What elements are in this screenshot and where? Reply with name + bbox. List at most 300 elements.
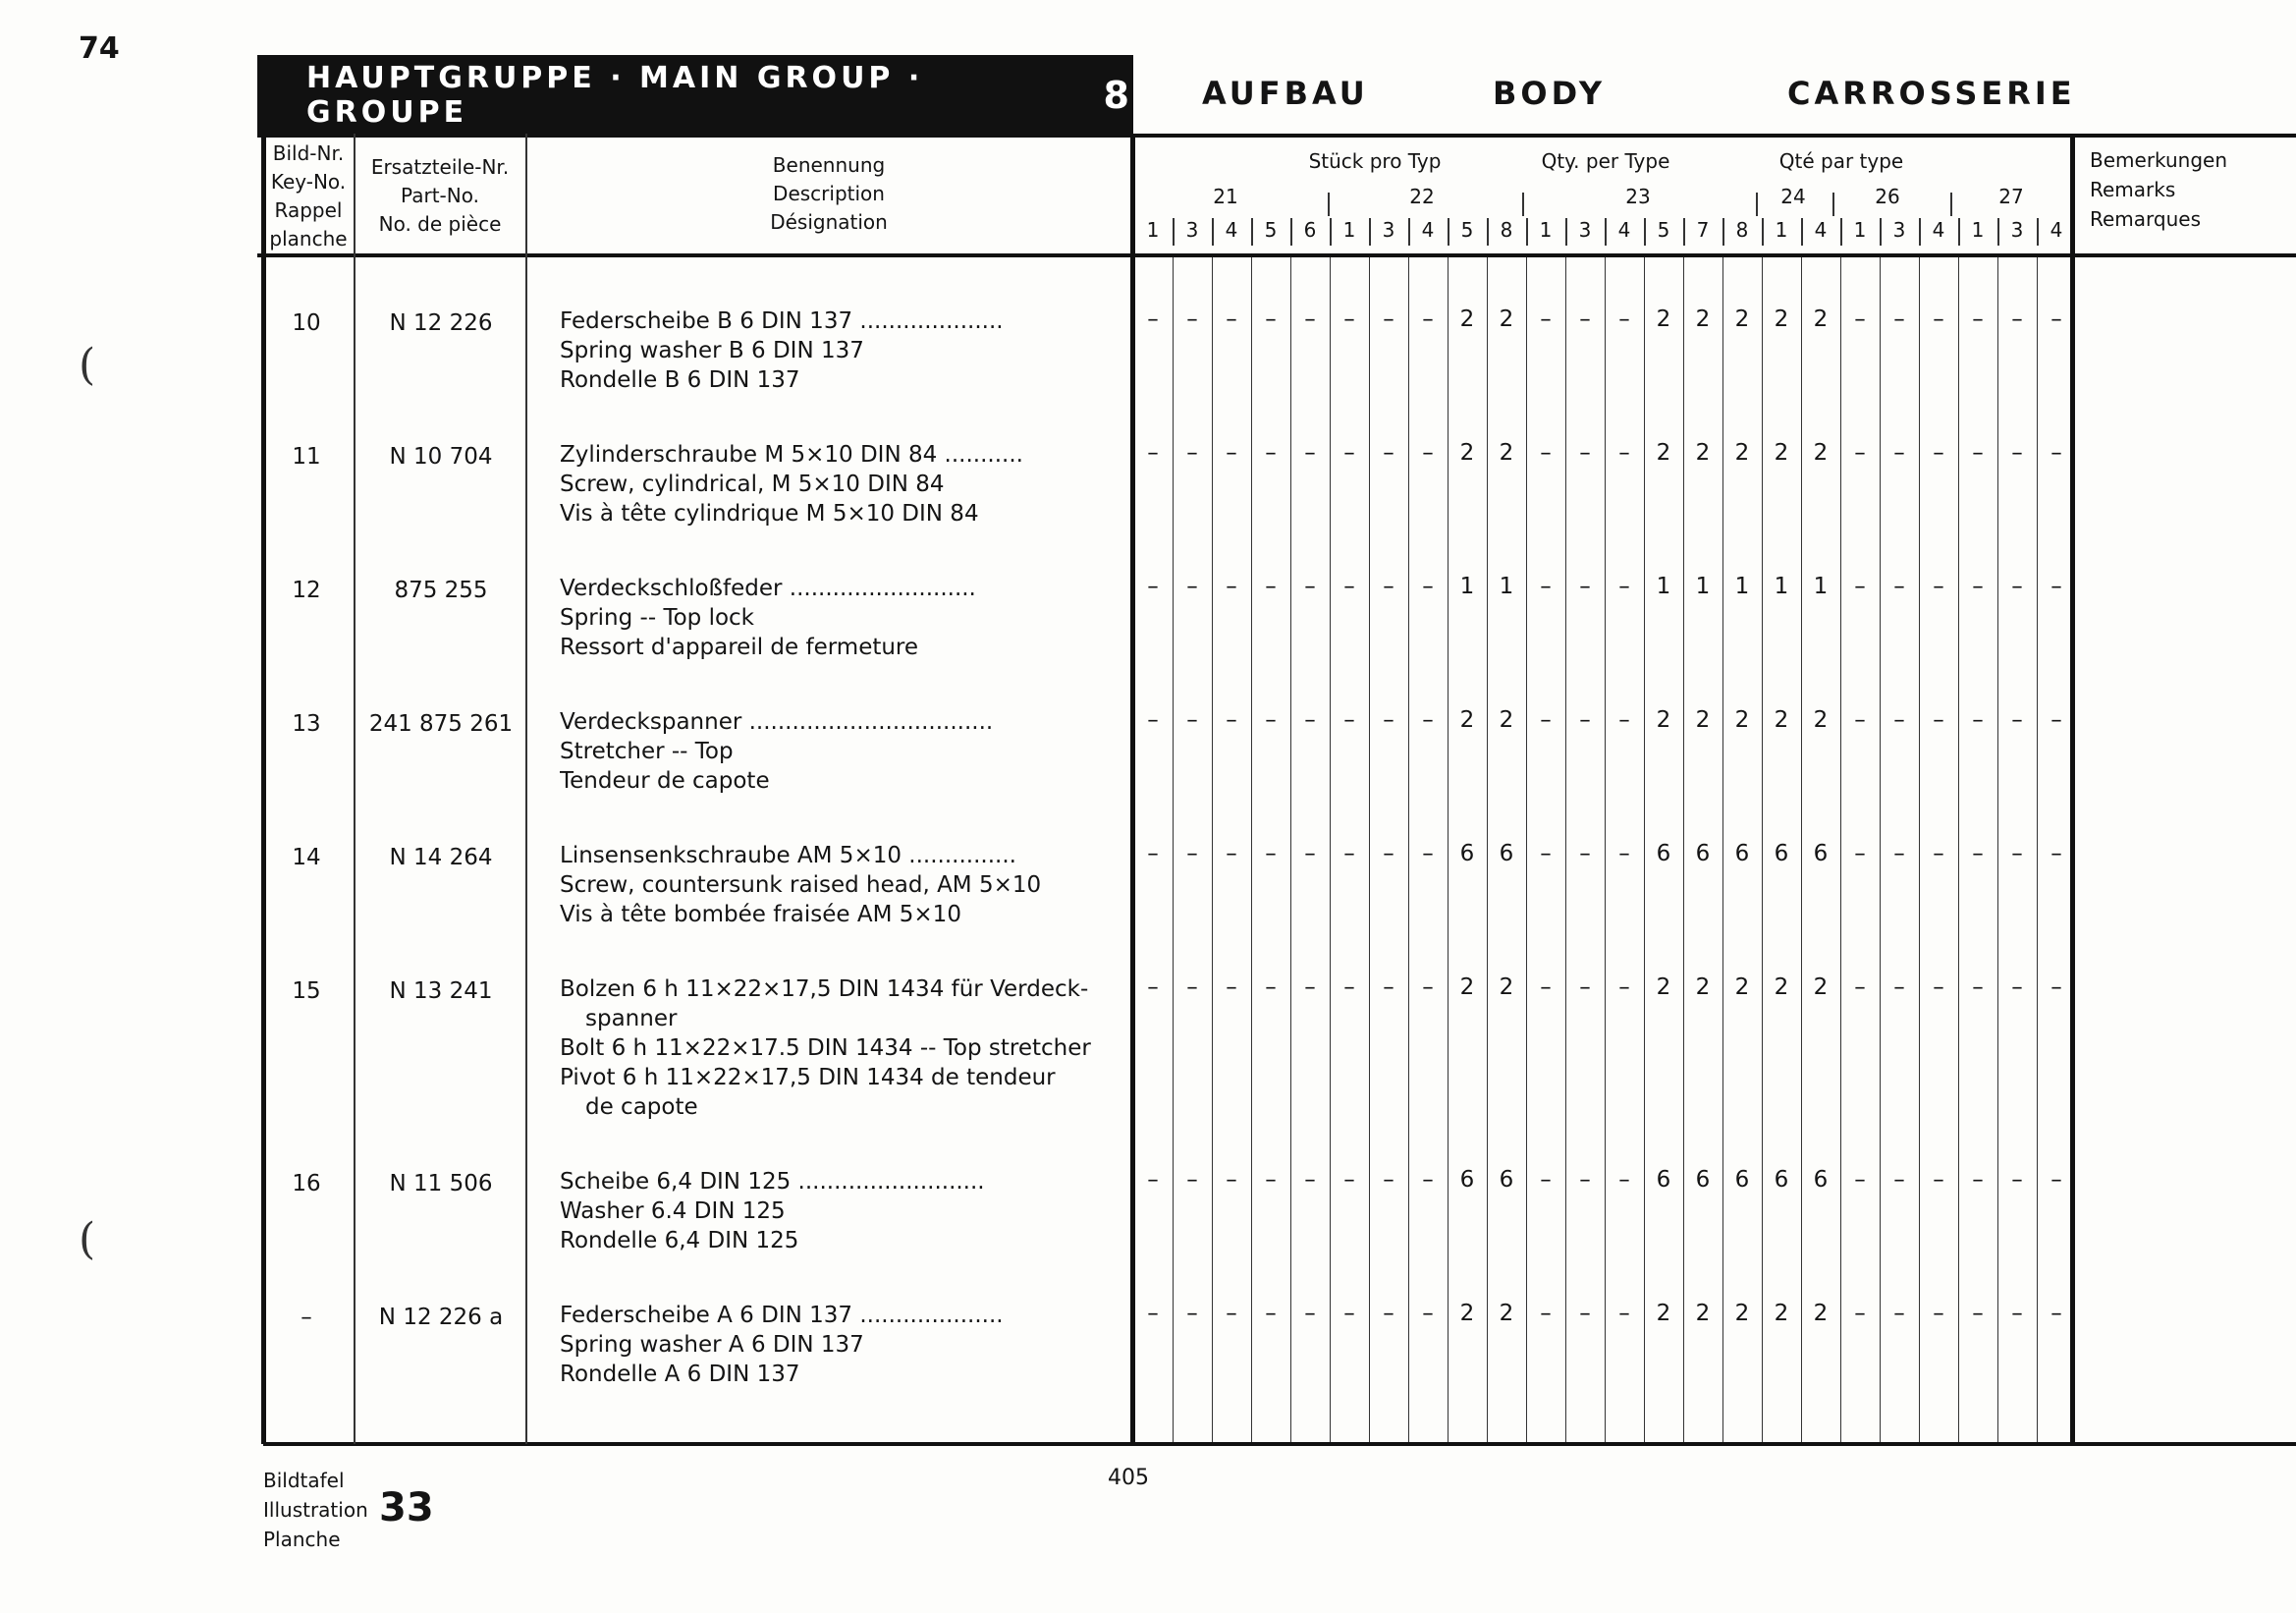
- type-column-number: 3: [1185, 218, 1199, 242]
- type-column-number: 3: [2010, 218, 2024, 242]
- qty-cell: 6: [1656, 841, 1671, 866]
- type-column-header-divider: [1840, 218, 1842, 246]
- qty-cell: –: [1304, 574, 1316, 599]
- qty-cell: –: [1618, 306, 1630, 332]
- type-column-number: 1: [1539, 218, 1553, 242]
- qty-cell: –: [1186, 574, 1198, 599]
- type-column-header-divider: [1173, 218, 1175, 246]
- qty-cell: –: [1186, 841, 1198, 866]
- qty-cell: 2: [1774, 974, 1789, 1000]
- qty-cell: 2: [1813, 974, 1829, 1000]
- qty-cell: –: [2011, 974, 2023, 1000]
- key-number: 15: [292, 978, 321, 1004]
- description-line: Rondelle B 6 DIN 137: [560, 367, 800, 393]
- description-line: Rondelle 6,4 DIN 125: [560, 1228, 799, 1253]
- qty-cell: –: [1579, 974, 1591, 1000]
- type-column-header-divider: [1448, 218, 1449, 246]
- qty-cell: –: [1265, 841, 1277, 866]
- qty-cell: 2: [1459, 974, 1475, 1000]
- qty-cell: 2: [1656, 440, 1671, 466]
- type-column-header-divider: [1880, 218, 1882, 246]
- description-line: Verdeckschloßfeder ..........................: [560, 576, 976, 601]
- qty-cell: –: [1540, 574, 1552, 599]
- qty-cell: 2: [1499, 1301, 1514, 1326]
- qty-cell: –: [1422, 306, 1434, 332]
- qty-cell: –: [1972, 707, 1984, 733]
- table-header-rule: [257, 253, 2296, 257]
- qty-cell: 2: [1656, 707, 1671, 733]
- qty-cell: –: [1383, 440, 1394, 466]
- qty-cell: –: [1972, 841, 1984, 866]
- qty-cell: –: [2011, 574, 2023, 599]
- qty-cell: –: [1304, 707, 1316, 733]
- qty-cell: –: [1383, 1167, 1394, 1193]
- qty-cell: –: [1226, 841, 1237, 866]
- qty-cell: –: [1618, 1301, 1630, 1326]
- qty-cell: 2: [1734, 974, 1750, 1000]
- qty-cell: –: [1343, 440, 1355, 466]
- key-number: 10: [292, 310, 321, 336]
- qty-cell: 2: [1734, 440, 1750, 466]
- qty-cell: 2: [1459, 1301, 1475, 1326]
- type-column-number: 3: [1892, 218, 1906, 242]
- part-number: N 11 506: [389, 1171, 493, 1196]
- type-column-header-divider: [1762, 218, 1764, 246]
- qty-cell: –: [1540, 306, 1552, 332]
- qty-cell: –: [1540, 841, 1552, 866]
- qty-cell: –: [1893, 574, 1905, 599]
- qty-cell: –: [1579, 707, 1591, 733]
- qty-cell: –: [1147, 440, 1159, 466]
- qty-cell: 2: [1656, 306, 1671, 332]
- qty-cell: –: [1265, 974, 1277, 1000]
- type-group-label: 23: [1625, 185, 1651, 208]
- qty-cell: –: [1854, 306, 1866, 332]
- qty-cell: –: [1226, 1301, 1237, 1326]
- qty-cell: 2: [1774, 306, 1789, 332]
- qty-cell: –: [1854, 974, 1866, 1000]
- qty-cell: –: [1933, 1301, 1944, 1326]
- part-description: [560, 1167, 1105, 1255]
- qty-cell: –: [1383, 306, 1394, 332]
- header-key: Bild-Nr. Key-No. Rappel planche: [269, 141, 348, 250]
- qty-cell: –: [1540, 440, 1552, 466]
- part-description: [560, 574, 1105, 662]
- qty-cell: –: [1147, 306, 1159, 332]
- qty-cell: 2: [1656, 1301, 1671, 1326]
- qty-cell: –: [1343, 841, 1355, 866]
- qty-cell: –: [1147, 574, 1159, 599]
- qty-cell: 6: [1774, 1167, 1789, 1193]
- qty-cell: –: [1186, 1301, 1198, 1326]
- qty-cell: –: [1147, 974, 1159, 1000]
- plate-label: Bildtafel Illustration Planche: [263, 1469, 368, 1551]
- part-description: [560, 841, 1105, 929]
- description-line: Zylinderschraube M 5×10 DIN 84 ...........: [560, 442, 1023, 468]
- qty-cell: 6: [1734, 841, 1750, 866]
- type-column-header-divider: [1408, 218, 1410, 246]
- qty-cell: 2: [1695, 440, 1711, 466]
- qty-cell: –: [2011, 306, 2023, 332]
- qty-cell: –: [1618, 440, 1630, 466]
- type-column-header-divider: [1290, 218, 1292, 246]
- qty-cell: –: [1226, 574, 1237, 599]
- type-column-header-divider: [1605, 218, 1607, 246]
- qty-cell: –: [1422, 974, 1434, 1000]
- table-bottom-rule: [263, 1442, 2296, 1446]
- qty-cell: –: [1893, 841, 1905, 866]
- qty-cell: –: [1579, 574, 1591, 599]
- main-group-banner: [257, 55, 1133, 136]
- qty-cell: 1: [1734, 574, 1750, 599]
- qty-cell: –: [1972, 306, 1984, 332]
- qty-cell: –: [1343, 1167, 1355, 1193]
- type-column-number: 8: [1735, 218, 1749, 242]
- qty-cell: –: [1265, 306, 1277, 332]
- qty-cell: –: [1304, 841, 1316, 866]
- qty-cell: –: [1383, 974, 1394, 1000]
- type-group-separator: [1950, 193, 1952, 216]
- qty-cell: –: [1933, 574, 1944, 599]
- qty-cell: –: [1854, 841, 1866, 866]
- qty-cell: –: [1579, 1167, 1591, 1193]
- type-group-separator: [1756, 193, 1758, 216]
- type-column-header-divider: [1526, 218, 1528, 246]
- qty-cell: –: [1147, 1167, 1159, 1193]
- qty-cell: –: [1186, 1167, 1198, 1193]
- type-column-header-divider: [1251, 218, 1253, 246]
- section-title-de: AUFBAU: [1202, 75, 1369, 112]
- qty-cell: –: [1265, 574, 1277, 599]
- qty-cell: –: [1854, 1301, 1866, 1326]
- description-line: Spring -- Top lock: [560, 605, 754, 631]
- qty-cell: –: [1422, 841, 1434, 866]
- qty-cell: –: [1226, 1167, 1237, 1193]
- qty-cell: 6: [1459, 1167, 1475, 1193]
- qty-cell: –: [1933, 974, 1944, 1000]
- qty-cell: 1: [1813, 574, 1829, 599]
- qty-cell: –: [1854, 440, 1866, 466]
- qty-cell: –: [1304, 440, 1316, 466]
- qty-cell: –: [1933, 440, 1944, 466]
- qty-cell: 2: [1459, 707, 1475, 733]
- description-line: Screw, cylindrical, M 5×10 DIN 84: [560, 472, 945, 497]
- qty-cell: 1: [1774, 574, 1789, 599]
- type-group-label: 27: [1998, 185, 2024, 208]
- qty-cell: –: [2050, 1167, 2062, 1193]
- header-qty-fr: Qté par type: [1778, 149, 1904, 173]
- qty-cell: –: [1304, 1167, 1316, 1193]
- qty-cell: 6: [1734, 1167, 1750, 1193]
- type-column-number: 4: [1225, 218, 1238, 242]
- description-line: Spring washer A 6 DIN 137: [560, 1332, 864, 1358]
- type-column-header-divider: [1683, 218, 1685, 246]
- part-number: N 14 264: [389, 845, 493, 870]
- qty-cell: –: [1147, 707, 1159, 733]
- qty-cell: –: [1422, 440, 1434, 466]
- qty-cell: –: [1186, 707, 1198, 733]
- section-title-en: BODY: [1493, 75, 1606, 112]
- qty-cell: 1: [1459, 574, 1475, 599]
- qty-cell: –: [1265, 1167, 1277, 1193]
- qty-cell: –: [1893, 1167, 1905, 1193]
- description-line: Screw, countersunk raised head, AM 5×10: [560, 872, 1042, 898]
- qty-cell: 2: [1499, 707, 1514, 733]
- qty-cell: –: [1893, 440, 1905, 466]
- qty-cell: 6: [1813, 1167, 1829, 1193]
- type-column-number: 1: [1775, 218, 1788, 242]
- type-column-number: 6: [1303, 218, 1317, 242]
- qty-cell: –: [1265, 440, 1277, 466]
- header-description: Benennung Description Désignation: [770, 153, 888, 234]
- qty-cell: 6: [1813, 841, 1829, 866]
- qty-cell: –: [1893, 707, 1905, 733]
- description-line: Vis à tête cylindrique M 5×10 DIN 84: [560, 501, 979, 527]
- qty-cell: 2: [1774, 707, 1789, 733]
- type-column-header-divider: [1722, 218, 1724, 246]
- qty-cell: 6: [1499, 841, 1514, 866]
- description-line: Linsensenkschraube AM 5×10 ...............: [560, 843, 1016, 868]
- qty-cell: –: [1383, 1301, 1394, 1326]
- qty-cell: –: [1579, 306, 1591, 332]
- qty-cell: –: [1422, 1167, 1434, 1193]
- qty-cell: 2: [1774, 440, 1789, 466]
- type-column-number: 3: [1578, 218, 1592, 242]
- qty-cell: –: [1186, 974, 1198, 1000]
- description-line: Spring washer B 6 DIN 137: [560, 338, 864, 363]
- description-line: Stretcher -- Top: [560, 739, 734, 764]
- qty-cell: 1: [1656, 574, 1671, 599]
- type-column-number: 1: [1146, 218, 1160, 242]
- qty-cell: –: [1972, 1301, 1984, 1326]
- qty-cell: –: [1226, 440, 1237, 466]
- type-column-header-divider: [1997, 218, 1999, 246]
- qty-cell: 2: [1499, 306, 1514, 332]
- qty-cell: 1: [1695, 574, 1711, 599]
- description-line: Tendeur de capote: [560, 768, 770, 794]
- part-number: N 12 226 a: [378, 1305, 504, 1330]
- qty-cell: –: [1579, 841, 1591, 866]
- qty-cell: –: [1579, 1301, 1591, 1326]
- qty-cell: 6: [1774, 841, 1789, 866]
- key-number: 12: [292, 578, 321, 603]
- description-line: Rondelle A 6 DIN 137: [560, 1362, 800, 1387]
- qty-cell: 6: [1695, 841, 1711, 866]
- qty-cell: –: [1618, 1167, 1630, 1193]
- qty-cell: –: [1854, 707, 1866, 733]
- qty-cell: –: [1343, 974, 1355, 1000]
- qty-cell: –: [1265, 1301, 1277, 1326]
- qty-cell: –: [1343, 574, 1355, 599]
- qty-cell: 2: [1695, 707, 1711, 733]
- qty-cell: –: [1618, 841, 1630, 866]
- part-description: [560, 707, 1105, 796]
- key-number: 11: [292, 444, 321, 470]
- type-column-header-divider: [2037, 218, 2039, 246]
- qty-cell: –: [1265, 707, 1277, 733]
- qty-cell: 2: [1695, 974, 1711, 1000]
- key-number: 16: [292, 1171, 321, 1196]
- qty-cell: –: [1893, 306, 1905, 332]
- qty-cell: 2: [1813, 440, 1829, 466]
- qty-cell: –: [1383, 707, 1394, 733]
- qty-cell: –: [1972, 1167, 1984, 1193]
- description-line: Washer 6.4 DIN 125: [560, 1198, 786, 1224]
- qty-cell: –: [1422, 707, 1434, 733]
- qty-cell: 2: [1813, 306, 1829, 332]
- qty-cell: –: [1618, 974, 1630, 1000]
- qty-cell: –: [1618, 574, 1630, 599]
- qty-cell: –: [1893, 974, 1905, 1000]
- qty-cell: –: [1226, 306, 1237, 332]
- type-column-number: 8: [1500, 218, 1513, 242]
- qty-cell: –: [1893, 1301, 1905, 1326]
- qty-cell: –: [1186, 440, 1198, 466]
- qty-cell: 2: [1734, 306, 1750, 332]
- header-remarks: Bemerkungen Remarks Remarques: [2090, 148, 2228, 231]
- qty-cell: –: [1933, 707, 1944, 733]
- type-column-number: 5: [1264, 218, 1278, 242]
- part-number: 241 875 261: [368, 711, 514, 737]
- type-group-separator: [1328, 193, 1330, 216]
- key-number: 13: [292, 711, 321, 737]
- description-line: Vis à tête bombée fraisée AM 5×10: [560, 902, 961, 927]
- qty-cell: 2: [1813, 1301, 1829, 1326]
- qty-cell: 6: [1459, 841, 1475, 866]
- qty-cell: 2: [1734, 707, 1750, 733]
- qty-cell: –: [1972, 974, 1984, 1000]
- type-column-header-divider: [1487, 218, 1489, 246]
- type-column-number: 4: [1932, 218, 1945, 242]
- qty-cell: –: [1383, 841, 1394, 866]
- punch-hole-mark: (: [79, 1214, 96, 1264]
- qty-cell: 2: [1499, 440, 1514, 466]
- qty-cell: –: [1618, 707, 1630, 733]
- qty-cell: –: [1304, 306, 1316, 332]
- qty-cell: –: [1540, 707, 1552, 733]
- type-group-label: 26: [1875, 185, 1900, 208]
- qty-cell: –: [2011, 1301, 2023, 1326]
- type-column-header-divider: [1801, 218, 1803, 246]
- qty-cell: –: [1147, 1301, 1159, 1326]
- type-column-number: 4: [1421, 218, 1435, 242]
- description-line: Federscheibe A 6 DIN 137 ....................: [560, 1303, 1004, 1328]
- type-group-label: 21: [1213, 185, 1238, 208]
- qty-cell: 2: [1656, 974, 1671, 1000]
- type-group-label: 22: [1409, 185, 1435, 208]
- qty-cell: –: [1226, 974, 1237, 1000]
- part-description: [560, 974, 1105, 1122]
- part-number: N 12 226: [389, 310, 493, 336]
- table-top-rule: [257, 134, 2296, 138]
- header-qty-en: Qty. per Type: [1541, 149, 1670, 173]
- qty-cell: –: [1343, 707, 1355, 733]
- qty-cell: –: [2011, 440, 2023, 466]
- qty-cell: –: [2050, 841, 2062, 866]
- page-number: 74: [79, 31, 120, 66]
- qty-cell: 6: [1499, 1167, 1514, 1193]
- type-column-number: 4: [1617, 218, 1631, 242]
- qty-cell: –: [2050, 306, 2062, 332]
- type-column-header-divider: [1919, 218, 1921, 246]
- part-description: [560, 440, 1105, 528]
- qty-cell: –: [1933, 841, 1944, 866]
- qty-cell: –: [2050, 1301, 2062, 1326]
- type-column-header-divider: [1369, 218, 1371, 246]
- qty-cell: –: [1579, 440, 1591, 466]
- description-line: de capote: [585, 1094, 698, 1120]
- description-line: Bolt 6 h 11×22×17.5 DIN 1434 -- Top stretcher: [560, 1035, 1091, 1061]
- main-group-label: HAUPTGRUPPE · MAIN GROUP · GROUPE: [306, 61, 924, 130]
- qty-cell: 1: [1499, 574, 1514, 599]
- qty-cell: –: [1383, 574, 1394, 599]
- description-line: Pivot 6 h 11×22×17,5 DIN 1434 de tendeur: [560, 1065, 1056, 1090]
- qty-cell: –: [1422, 574, 1434, 599]
- qty-cell: 2: [1734, 1301, 1750, 1326]
- qty-cell: –: [1854, 1167, 1866, 1193]
- qty-cell: –: [1933, 306, 1944, 332]
- qty-cell: 2: [1459, 306, 1475, 332]
- qty-cell: –: [2050, 707, 2062, 733]
- description-line: Bolzen 6 h 11×22×17,5 DIN 1434 für Verdeck-: [560, 976, 1089, 1002]
- type-column-number: 1: [1853, 218, 1867, 242]
- qty-cell: –: [2050, 440, 2062, 466]
- part-number: 875 255: [394, 578, 488, 603]
- description-line: spanner: [585, 1006, 678, 1031]
- qty-cell: –: [1933, 1167, 1944, 1193]
- type-group-separator: [1522, 193, 1524, 216]
- type-column-header-divider: [1565, 218, 1567, 246]
- qty-cell: –: [2011, 707, 2023, 733]
- type-column-header-divider: [1212, 218, 1214, 246]
- type-column-header-divider: [1644, 218, 1646, 246]
- qty-cell: –: [1304, 974, 1316, 1000]
- part-description: [560, 1301, 1105, 1389]
- part-number: N 13 241: [389, 978, 493, 1004]
- header-qty-de: Stück pro Typ: [1308, 149, 1442, 173]
- qty-cell: –: [1422, 1301, 1434, 1326]
- type-column-number: 5: [1657, 218, 1670, 242]
- type-column-number: 1: [1342, 218, 1356, 242]
- part-number: N 10 704: [389, 444, 493, 470]
- type-column-number: 4: [2050, 218, 2063, 242]
- type-group-separator: [1832, 193, 1834, 216]
- description-line: Federscheibe B 6 DIN 137 ....................: [560, 308, 1004, 334]
- key-number: –: [301, 1305, 312, 1330]
- description-line: Scheibe 6,4 DIN 125 ..........................: [560, 1169, 985, 1195]
- main-group-number: 8: [1103, 74, 1133, 117]
- qty-cell: 2: [1774, 1301, 1789, 1326]
- qty-cell: –: [1186, 306, 1198, 332]
- type-column-number: 5: [1460, 218, 1474, 242]
- qty-cell: 6: [1656, 1167, 1671, 1193]
- type-column-number: 3: [1382, 218, 1395, 242]
- description-line: Ressort d'appareil de fermeture: [560, 635, 919, 660]
- qty-cell: –: [1540, 1301, 1552, 1326]
- qty-cell: –: [2050, 574, 2062, 599]
- qty-cell: 2: [1499, 974, 1514, 1000]
- qty-cell: –: [1343, 1301, 1355, 1326]
- description-line: Verdeckspanner ..................................: [560, 709, 994, 735]
- sheet-number: 405: [1108, 1466, 1149, 1490]
- key-number: 14: [292, 845, 321, 870]
- type-column-number: 7: [1696, 218, 1710, 242]
- type-group-label: 24: [1780, 185, 1806, 208]
- qty-cell: –: [1540, 1167, 1552, 1193]
- type-column-number: 4: [1814, 218, 1828, 242]
- type-column-header-divider: [1330, 218, 1332, 246]
- type-column-header-divider: [1958, 218, 1960, 246]
